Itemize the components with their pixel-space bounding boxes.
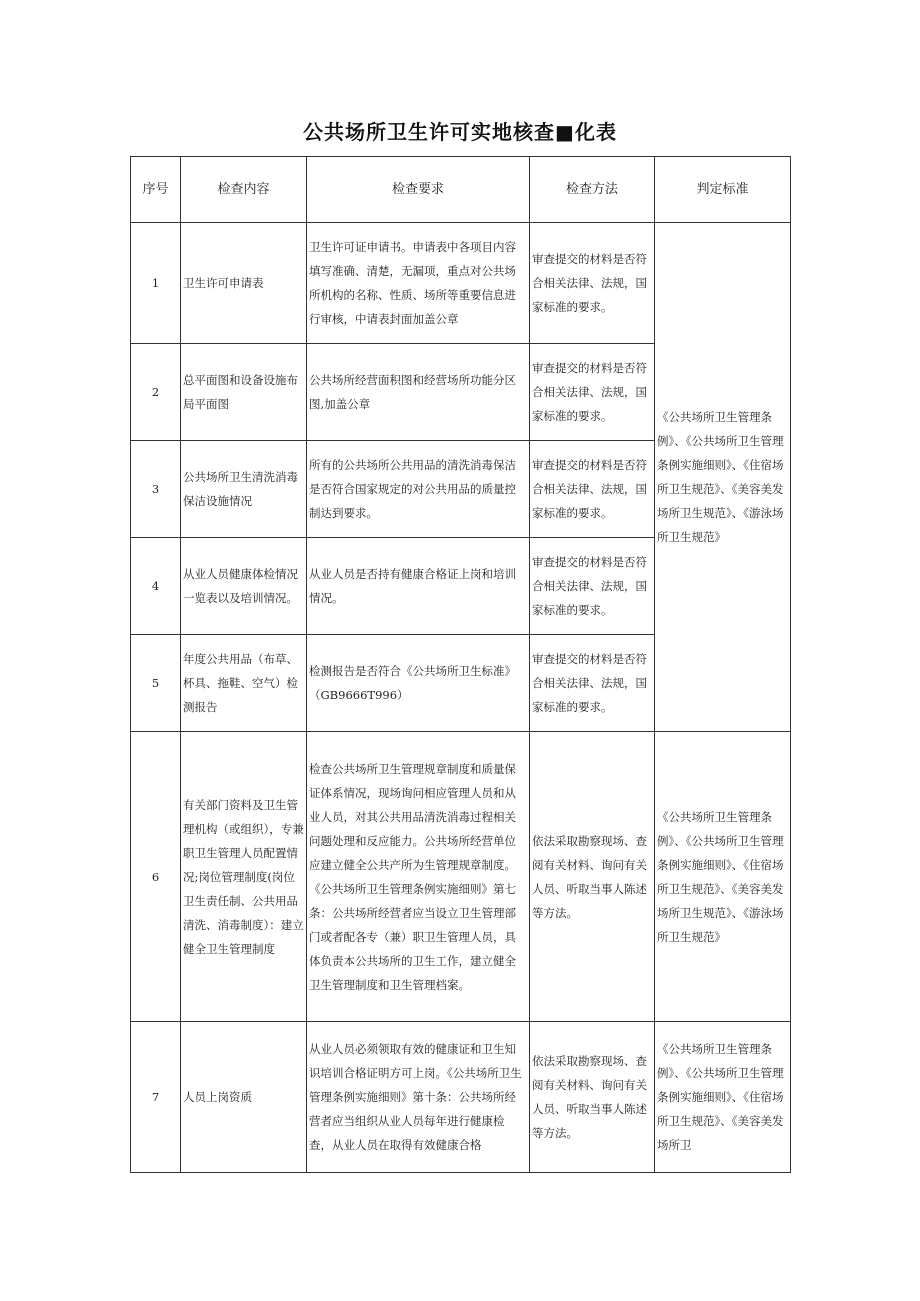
row-method: 审查提交的材料是否符合相关法律、法规，国家标准的要求。 <box>530 223 655 344</box>
header-requirement: 检查要求 <box>307 157 530 223</box>
table-row <box>131 223 791 344</box>
table-header-row <box>131 157 791 223</box>
row-seq: 5 <box>131 635 181 732</box>
row-requirement: 检查公共场所卫生管理规章制度和质量保证体系情况，现场询问相应管理人员和从业人员，对其公共用品清洗消毒过程相关问题处理和反应能力。公共场所经营单位应建立健全公共产所为生管理规章制度。《公共场所卫生管理条例实施细则》第七条：公共场所经营者应当设立卫生管理部门或者配各专（兼）职卫生管理人员，具体负责本公共场所的卫生工作，建立健全卫生管理制度和卫生管理档案。 <box>307 732 530 1022</box>
row-seq: 7 <box>131 1022 181 1173</box>
row-content: 总平面图和设备设施布局平面图 <box>181 344 307 441</box>
page-title: 公共场所卫生许可实地核查■化表 <box>303 120 617 144</box>
row-requirement: 公共场所经营面积图和经营场所功能分区图,加盖公章 <box>307 344 530 441</box>
row-seq: 3 <box>131 441 181 538</box>
row-content: 公共场所卫生清洗消毒保洁设施情况 <box>181 441 307 538</box>
row-seq: 4 <box>131 538 181 635</box>
row-content: 有关部门资料及卫生管理机构（或组织），专兼职卫生管理人员配置情况;岗位管理制度(岗位卫生责任制、公共用品清洗、消毒制度）：建立健全卫生管理制度 <box>181 732 307 1022</box>
row-method: 审查提交的材料是否符合相关法律、法规，国家标准的要求。 <box>530 344 655 441</box>
row-standard: 《公共场所卫生管理条例》、《公共场所卫生管理条例实施细则》、《住宿场所卫生规范》、《美容美发场所卫生规范》、《游泳场所卫生规范》 <box>655 732 791 1022</box>
row-requirement: 从业人员必须领取有效的健康证和卫生知识培训合格证明方可上岗。《公共场所卫生管理条例实施细则》第十条：公共场所经营者应当组织从业人员每年进行健康检查，从业人员在取得有效健康合格 <box>307 1022 530 1173</box>
inspection-table <box>130 156 791 1173</box>
header-seq: 序号 <box>131 157 181 223</box>
row-seq: 2 <box>131 344 181 441</box>
row-requirement: 所有的公共场所公共用品的清洗消毒保洁是否符合国家规定的对公共用品的质量控制达到要求。 <box>307 441 530 538</box>
row-method: 依法采取勘察现场、查阅有关材料、询问有关人员、听取当事人陈述等方法。 <box>530 732 655 1022</box>
row-content: 卫生许可申请表 <box>181 223 307 344</box>
row-standard: 《公共场所卫生管理条例》、《公共场所卫生管理条例实施细则》、《住宿场所卫生规范》、《美容美发场所卫 <box>655 1022 791 1173</box>
row-requirement: 从业人员是否持有健康合格证上岗和培训情况。 <box>307 538 530 635</box>
header-method: 检查方法 <box>530 157 655 223</box>
row-seq: 6 <box>131 732 181 1022</box>
header-standard: 判定标准 <box>655 157 791 223</box>
table-row <box>131 732 791 1022</box>
row-method: 审查提交的材料是否符合相关法律、法规，国家标准的要求。 <box>530 635 655 732</box>
row-method: 审查提交的材料是否符合相关法律、法规，国家标准的要求。 <box>530 538 655 635</box>
row-content: 从业人员健康体检情况一览表以及培训情况。 <box>181 538 307 635</box>
row-method: 依法采取勘察现场、查阅有关材料、询问有关人员、听取当事人陈述等方法。 <box>530 1022 655 1173</box>
shared-standard-cell: 《公共场所卫生管理条例》、《公共场所卫生管理条例实施细则》、《住宿场所卫生规范》、《美容美发场所卫生规范》、《游泳场所卫生规范》 <box>655 223 791 732</box>
row-content: 年度公共用品（布草、杯具、拖鞋、空气）检测报告 <box>181 635 307 732</box>
row-seq: 1 <box>131 223 181 344</box>
row-requirement: 检测报告是否符合《公共场所卫生标准》（GB9666T996） <box>307 635 530 732</box>
row-requirement: 卫生许可证申请书。申请表中各项目内容填写准确、清楚，无漏项，重点对公共场所机构的名称、性质、场所等重要信息进行审核，中请表封面加盖公章 <box>307 223 530 344</box>
row-method: 审查提交的材料是否符合相关法律、法规，国家标准的要求。 <box>530 441 655 538</box>
header-content: 检查内容 <box>181 157 307 223</box>
table-row <box>131 1022 791 1173</box>
row-content: 人员上岗资质 <box>181 1022 307 1173</box>
